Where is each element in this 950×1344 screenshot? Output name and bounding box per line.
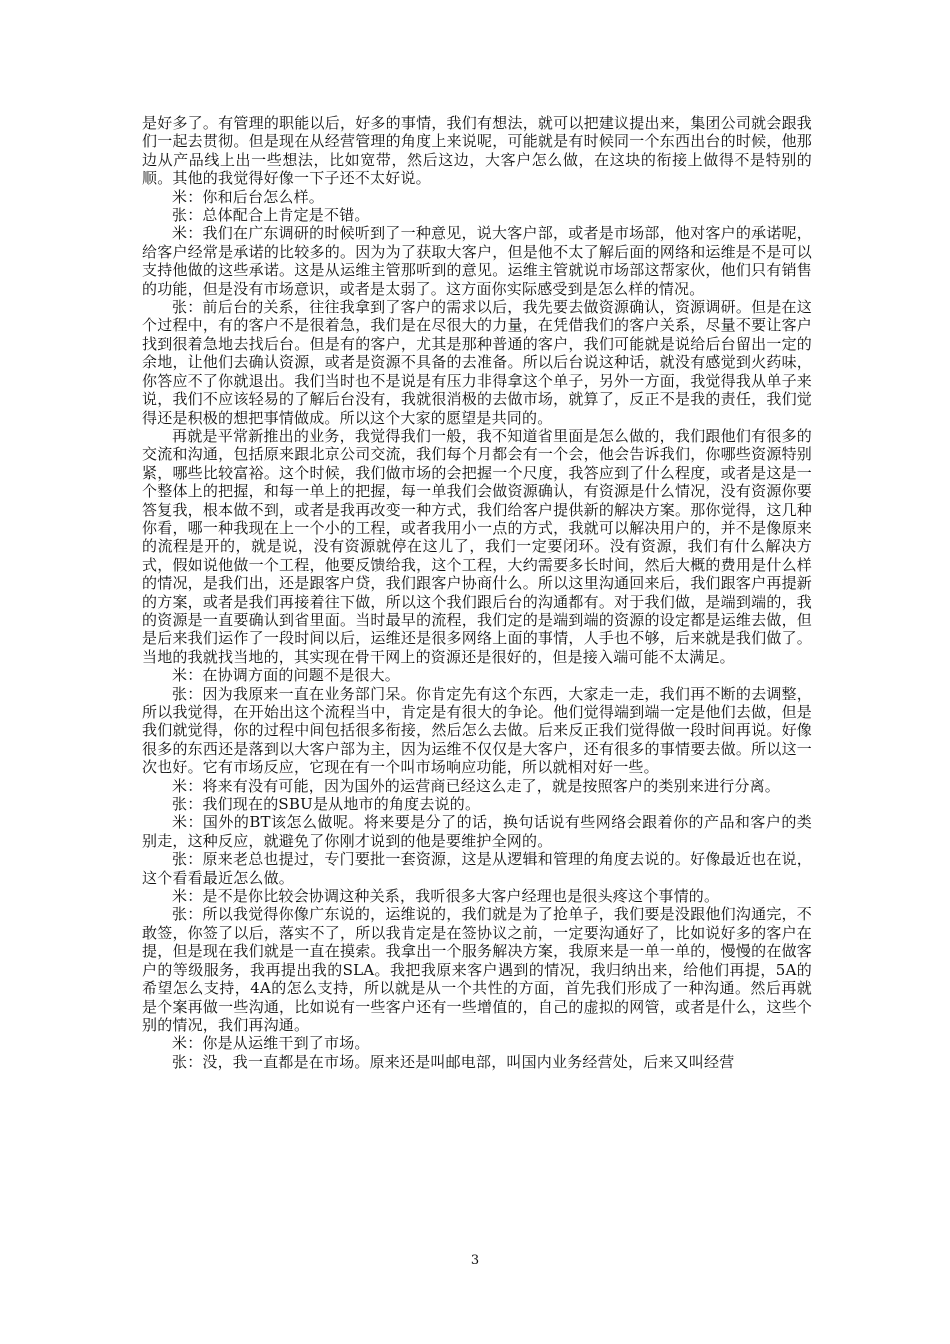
paragraph-dialogue: 张：我们现在的SBU是从地市的角度去说的。 — [172, 795, 481, 814]
paragraph-dialogue: 张：没，我一直都是在市场。原来还是叫邮电部，叫国内业务经营处，后来又叫经营 — [172, 1052, 735, 1071]
document-body — [142, 114, 812, 1071]
paragraph-dialogue: 米：我们在广东调研的时候听到了一种意见，说大客户部，或者是市场部，他对客户的承诺呢，给客户经常是承诺的比较多的。因为为了获取大客户，但是他不太了解后面的网络和运维是不是可以支持他做的这些承诺。这是从运维主管那听到的意见。运维主管就说市场部这帮家伙，他们只有销售的功能，但是没有市场意识，或者是太弱了。这方面你实际感受到是怎么样的情况。 — [142, 224, 812, 298]
paragraph-dialogue: 米：你和后台怎么样。 — [172, 187, 325, 206]
paragraph-dialogue: 张：前后台的关系，往往我拿到了客户的需求以后，我先要去做资源确认，资源调研。但是在这个过程中，有的客户不是很着急，我们是在尽很大的力量，在凭借我们的客户关系，尽量不要让客户找到很着急地去找后台。但是有的客户，尤其是那种普通的客户，我们可能就是说给后台留出一定的余地，让他们去确认资源，或者是资源不具备的去准备。所以后台说这种话，就没有感觉到火药味，你答应不了你就退出。我们当时也不是说是有压力非得拿这个单子，另外一方面，我觉得我从单子来说，我们不应该轻易的了解后台没有，我就很消极的去做市场，就算了，反正不是我的责任，我们觉得还是积极的想把事情做成。所以这个大家的愿望是共同的。 — [142, 298, 812, 427]
paragraph-dialogue: 米：是不是你比较会协调这种关系，我听很多大客户经理也是很头疼这个事情的。 — [172, 887, 720, 906]
paragraph-continuation: 是好多了。有管理的职能以后，好多的事情，我们有想法，就可以把建议提出来，集团公司就会跟我们一起去贯彻。但是现在从经营管理的角度上来说呢，可能就是有时候同一个东西出台的时候，他那边从产品线上出一些想法，比如宽带，然后这边，大客户怎么做，在这块的衔接上做得不是特别的顺。其他的我觉得好像一下子还不太好说。 — [142, 114, 812, 188]
paragraph-dialogue: 张：总体配合上肯定是不错。 — [172, 206, 370, 225]
paragraph-dialogue: 张：因为我原来一直在业务部门呆。你肯定先有这个东西，大家走一走，我们再不断的去调整，所以我觉得，在开始出这个流程当中，肯定是有很大的争论。他们觉得端到端一定是他们去做，但是我们就觉得，你的过程中间包括很多衔接，然后怎么去做。后来反正我们觉得做一段时间再说。好像很多的东西还是落到以大客户部为主，因为运维不仅仅是大客户，还有很多的事情要去做。所以这一次也好。它有市场反应，它现在有一个叫市场响应功能，所以就相对好一些。 — [142, 684, 812, 777]
paragraph-dialogue: 再就是平常新推出的业务，我觉得我们一般，我不知道省里面是怎么做的，我们跟他们有很多的交流和沟通，包括原来跟北京公司交流，我们每个月都会有一个会，他会告诉我们，你哪些资源特别紧，哪些比较富裕。这个时候，我们做市场的会把握一个尺度，我答应到了什么程度，或者是这是一个整体上的把握，和每一单上的把握，每一单我们会做资源确认，有资源是什么情况，没有资源你要答复我，根本做不到，或者是我再改变一种方式，我们给客户提供新的解决方案。那你觉得，这几种你看，哪一种我现在上一个小的工程，或者我用小一点的方式，我就可以解决用户的，并不是像原来的流程是开的，就是说，没有资源就停在这儿了，我们一定要闭环。没有资源，我们有什么解决方式，假如说他做一个工程，他要反馈给我，这个工程，大约需要多长时间，然后大概的费用是什么样的情况，是我们出，还是跟客户贷，我们跟客户协商什么。所以这里沟通回来后，我们跟客户再提新的方案，或者是我们再接着往下做，所以这个我们跟后台的沟通都有。对于我们做，是端到端的，我的资源是一直要确认到省里面。当时最早的流程，我们定的是端到端的资源的设定都是运维去做，但是后来我们运作了一段时间以后，运维还是很多网络上面的事情，人手也不够，后来就是我们做了。当地的我就找当地的，其实现在骨干网上的资源还是很好的，但是接入端可能不太满足。 — [142, 426, 812, 666]
page-number: 3 — [470, 1253, 480, 1268]
paragraph-dialogue: 米：国外的BT该怎么做呢。将来要是分了的话，换句话说有些网络会跟着你的产品和客户的类别走，这种反应，就避免了你刚才说到的他是要维护全网的。 — [142, 813, 812, 850]
paragraph-dialogue: 米：你是从运维干到了市场。 — [172, 1034, 370, 1053]
paragraph-dialogue: 米：将来有没有可能，因为国外的运营商已经这么走了，就是按照客户的类别来进行分离。 — [172, 776, 781, 795]
paragraph-dialogue: 米：在协调方面的问题不是很大。 — [172, 666, 401, 685]
paragraph-dialogue: 张：原来老总也提过，专门要批一套资源，这是从逻辑和管理的角度去说的。好像最近也在说，这个看看最近怎么做。 — [142, 850, 812, 887]
paragraph-dialogue: 张：所以我觉得你像广东说的，运维说的，我们就是为了抢单子，我们要是没跟他们沟通完，不敢签，你签了以后，落实不了，所以我肯定是在签协议之前，一定要沟通好了，比如说好多的客户在提，但是现在我们就是一直在摸索。我拿出一个服务解决方案，我原来是一单一单的，慢慢的在做客户的等级服务，我再提出我的SLA。我把我原来客户遇到的情况，我归纳出来，给他们再提，5A的希望怎么支持，4A的怎么支持，所以就是从一个共性的方面，首先我们形成了一种沟通。然后再就是个案再做一些沟通，比如说有一些客户还有一些增值的，自己的虚拟的网管，或者是什么，这些个别的情况，我们再沟通。 — [142, 905, 812, 1034]
